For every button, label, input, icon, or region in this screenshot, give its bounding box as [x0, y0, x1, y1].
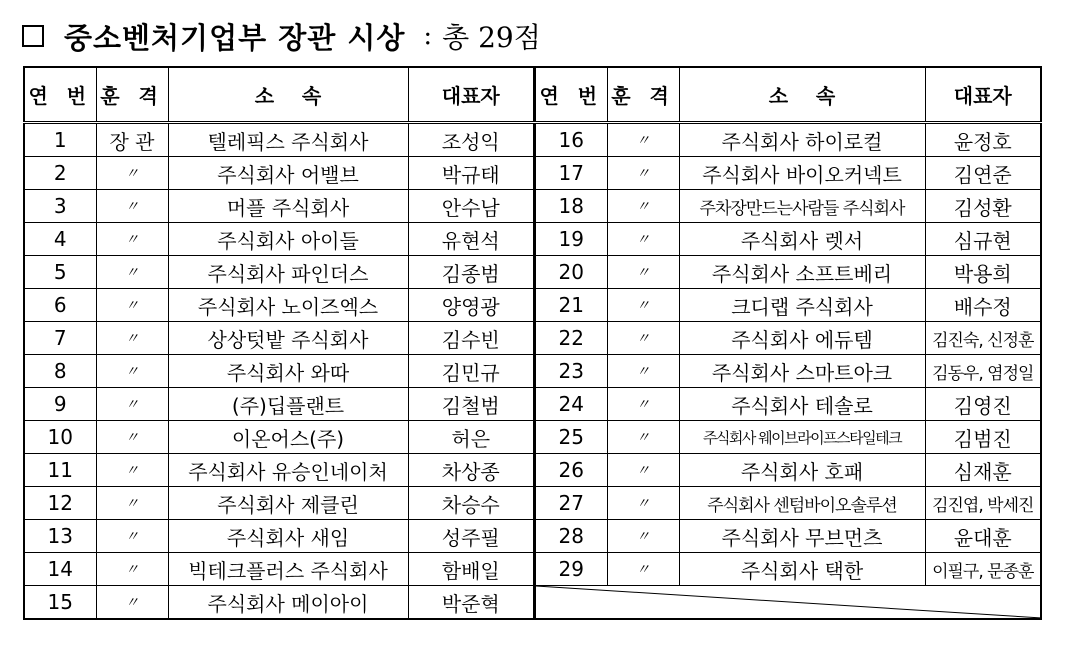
- empty-cell: [535, 586, 1041, 620]
- cell-award: 〃: [96, 553, 168, 586]
- cell-org: 주식회사 호패: [679, 454, 925, 487]
- cell-award: 〃: [96, 157, 168, 190]
- cell-org: 주식회사 어밸브: [168, 157, 408, 190]
- cell-rep: 박준혁: [408, 586, 534, 620]
- cell-award: 〃: [96, 388, 168, 421]
- cell-no: 16: [535, 123, 607, 157]
- cell-no: 17: [535, 157, 607, 190]
- cell-rep: 함배일: [408, 553, 534, 586]
- cell-rep: 김민규: [408, 355, 534, 388]
- cell-rep: 윤정호: [925, 123, 1041, 157]
- cell-no: 21: [535, 289, 607, 322]
- title-count: 총 29점: [442, 21, 541, 54]
- header-award: 훈 격: [96, 67, 168, 123]
- cell-org: 주식회사 제클린: [168, 487, 408, 520]
- cell-award: 〃: [607, 355, 679, 388]
- cell-award: 〃: [607, 487, 679, 520]
- cell-rep: 유현석: [408, 223, 534, 256]
- cell-award: 〃: [607, 421, 679, 454]
- header-no: 연 번: [535, 67, 607, 123]
- cell-award: 〃: [607, 256, 679, 289]
- document-title: [22, 14, 541, 58]
- cell-no: 1: [24, 123, 96, 157]
- cell-org: 주식회사 소프트베리: [679, 256, 925, 289]
- cell-rep: 심규현: [925, 223, 1041, 256]
- header-rep: 대표자: [925, 67, 1041, 123]
- header-org: 소 속: [679, 67, 925, 123]
- cell-no: 11: [24, 454, 96, 487]
- cell-no: 8: [24, 355, 96, 388]
- cell-no: 7: [24, 322, 96, 355]
- cell-award: 〃: [96, 355, 168, 388]
- cell-org: 머플 주식회사: [168, 190, 408, 223]
- header-rep: 대표자: [408, 67, 534, 123]
- cell-org: 주식회사 아이들: [168, 223, 408, 256]
- header-org: 소 속: [168, 67, 408, 123]
- cell-no: 14: [24, 553, 96, 586]
- table-row: [535, 190, 1041, 223]
- cell-org: 주식회사 에듀템: [679, 322, 925, 355]
- cell-no: 26: [535, 454, 607, 487]
- cell-rep: 김종범: [408, 256, 534, 289]
- table-row: [535, 223, 1041, 256]
- cell-org: 주식회사 테솔로: [679, 388, 925, 421]
- cell-org: 상상텃밭 주식회사: [168, 322, 408, 355]
- table-row: [24, 157, 534, 190]
- cell-org: 주식회사 노이즈엑스: [168, 289, 408, 322]
- table-row: [24, 322, 534, 355]
- cell-award: 〃: [607, 190, 679, 223]
- cell-rep: 안수남: [408, 190, 534, 223]
- table-row: [535, 520, 1041, 553]
- cell-award: 〃: [607, 289, 679, 322]
- cell-rep: 이필구, 문종훈: [925, 553, 1041, 586]
- cell-no: 9: [24, 388, 96, 421]
- award-table-right: [534, 66, 1042, 620]
- cell-org: 텔레픽스 주식회사: [168, 123, 408, 157]
- cell-no: 15: [24, 586, 96, 620]
- title-main: 중소벤처기업부 장관 시상: [64, 20, 406, 55]
- table-row: [535, 421, 1041, 454]
- table-row: [24, 421, 534, 454]
- table-row: [24, 289, 534, 322]
- table-row: [24, 190, 534, 223]
- cell-award: 〃: [96, 289, 168, 322]
- cell-rep: 김철범: [408, 388, 534, 421]
- cell-award: 〃: [96, 421, 168, 454]
- cell-rep: 김동우, 염정일: [925, 355, 1041, 388]
- table-header-row: [535, 67, 1041, 123]
- cell-rep: 배수정: [925, 289, 1041, 322]
- cell-award: 〃: [607, 223, 679, 256]
- cell-no: 4: [24, 223, 96, 256]
- table-row: [24, 520, 534, 553]
- cell-award: 〃: [96, 190, 168, 223]
- cell-rep: 김성환: [925, 190, 1041, 223]
- cell-award: 〃: [607, 553, 679, 586]
- cell-award: 〃: [607, 388, 679, 421]
- cell-award: 〃: [607, 520, 679, 553]
- cell-rep: 박규태: [408, 157, 534, 190]
- cell-award: 〃: [96, 520, 168, 553]
- table-row: [535, 289, 1041, 322]
- cell-no: 13: [24, 520, 96, 553]
- cell-org: 주식회사 렛서: [679, 223, 925, 256]
- cell-award: 〃: [96, 256, 168, 289]
- cell-org: 주식회사 스마트아크: [679, 355, 925, 388]
- cell-org: 크디랩 주식회사: [679, 289, 925, 322]
- cell-org: 주식회사 새임: [168, 520, 408, 553]
- diagonal-line: [536, 586, 1041, 618]
- table-row: [535, 157, 1041, 190]
- cell-no: 3: [24, 190, 96, 223]
- cell-no: 20: [535, 256, 607, 289]
- table-row: [535, 355, 1041, 388]
- cell-org: 주식회사 파인더스: [168, 256, 408, 289]
- cell-award: 장 관: [96, 123, 168, 157]
- cell-no: 5: [24, 256, 96, 289]
- table-row: [24, 553, 534, 586]
- cell-no: 29: [535, 553, 607, 586]
- cell-rep: 차상종: [408, 454, 534, 487]
- cell-org: 주식회사 웨이브라이프스타일테크: [679, 421, 925, 454]
- table-row-empty: [535, 586, 1041, 620]
- table-row: [24, 388, 534, 421]
- cell-org: 주식회사 택한: [679, 553, 925, 586]
- cell-org: 주식회사 센텀바이오솔루션: [679, 487, 925, 520]
- award-table-left: [23, 66, 535, 620]
- cell-org: 주식회사 바이오커넥트: [679, 157, 925, 190]
- cell-org: 주식회사 유승인네이처: [168, 454, 408, 487]
- cell-org: 주식회사 무브먼츠: [679, 520, 925, 553]
- cell-rep: 김진숙, 신정훈: [925, 322, 1041, 355]
- title-separator: :: [423, 21, 433, 51]
- cell-award: 〃: [96, 586, 168, 620]
- table-row: [24, 223, 534, 256]
- cell-rep: 차승수: [408, 487, 534, 520]
- cell-org: 주차장만드는사람들 주식회사: [679, 190, 925, 223]
- cell-no: 18: [535, 190, 607, 223]
- table-row: [535, 256, 1041, 289]
- cell-rep: 허은: [408, 421, 534, 454]
- cell-no: 6: [24, 289, 96, 322]
- table-row: [24, 487, 534, 520]
- cell-award: 〃: [96, 487, 168, 520]
- table-row: [24, 256, 534, 289]
- cell-org: 주식회사 와따: [168, 355, 408, 388]
- table-row: [535, 454, 1041, 487]
- cell-award: 〃: [607, 157, 679, 190]
- cell-rep: 김진엽, 박세진: [925, 487, 1041, 520]
- cell-org: 주식회사 하이로컬: [679, 123, 925, 157]
- cell-org: 주식회사 메이아이: [168, 586, 408, 620]
- cell-org: 빅테크플러스 주식회사: [168, 553, 408, 586]
- checkbox-square-icon: [22, 25, 44, 47]
- cell-rep: 김연준: [925, 157, 1041, 190]
- cell-award: 〃: [96, 223, 168, 256]
- cell-no: 19: [535, 223, 607, 256]
- table-row: [535, 322, 1041, 355]
- cell-rep: 김범진: [925, 421, 1041, 454]
- cell-org: 이온어스(주): [168, 421, 408, 454]
- cell-no: 22: [535, 322, 607, 355]
- cell-no: 27: [535, 487, 607, 520]
- cell-award: 〃: [96, 322, 168, 355]
- cell-no: 10: [24, 421, 96, 454]
- cell-award: 〃: [607, 322, 679, 355]
- table-row: [24, 454, 534, 487]
- cell-award: 〃: [96, 454, 168, 487]
- cell-no: 2: [24, 157, 96, 190]
- cell-rep: 박용희: [925, 256, 1041, 289]
- cell-rep: 성주필: [408, 520, 534, 553]
- cell-rep: 심재훈: [925, 454, 1041, 487]
- cell-rep: 조성익: [408, 123, 534, 157]
- table-row: [535, 553, 1041, 586]
- table-row: [535, 123, 1041, 157]
- header-award: 훈 격: [607, 67, 679, 123]
- cell-no: 28: [535, 520, 607, 553]
- cell-no: 23: [535, 355, 607, 388]
- cell-org: (주)딥플랜트: [168, 388, 408, 421]
- cell-award: 〃: [607, 123, 679, 157]
- cell-award: 〃: [607, 454, 679, 487]
- cell-rep: 김영진: [925, 388, 1041, 421]
- cell-no: 24: [535, 388, 607, 421]
- table-header-row: [24, 67, 534, 123]
- cell-rep: 김수빈: [408, 322, 534, 355]
- cell-no: 25: [535, 421, 607, 454]
- table-row: [24, 123, 534, 157]
- cell-rep: 양영광: [408, 289, 534, 322]
- table-row: [24, 586, 534, 620]
- cell-no: 12: [24, 487, 96, 520]
- table-row: [24, 355, 534, 388]
- cell-rep: 윤대훈: [925, 520, 1041, 553]
- table-row: [535, 487, 1041, 520]
- header-no: 연 번: [24, 67, 96, 123]
- table-row: [535, 388, 1041, 421]
